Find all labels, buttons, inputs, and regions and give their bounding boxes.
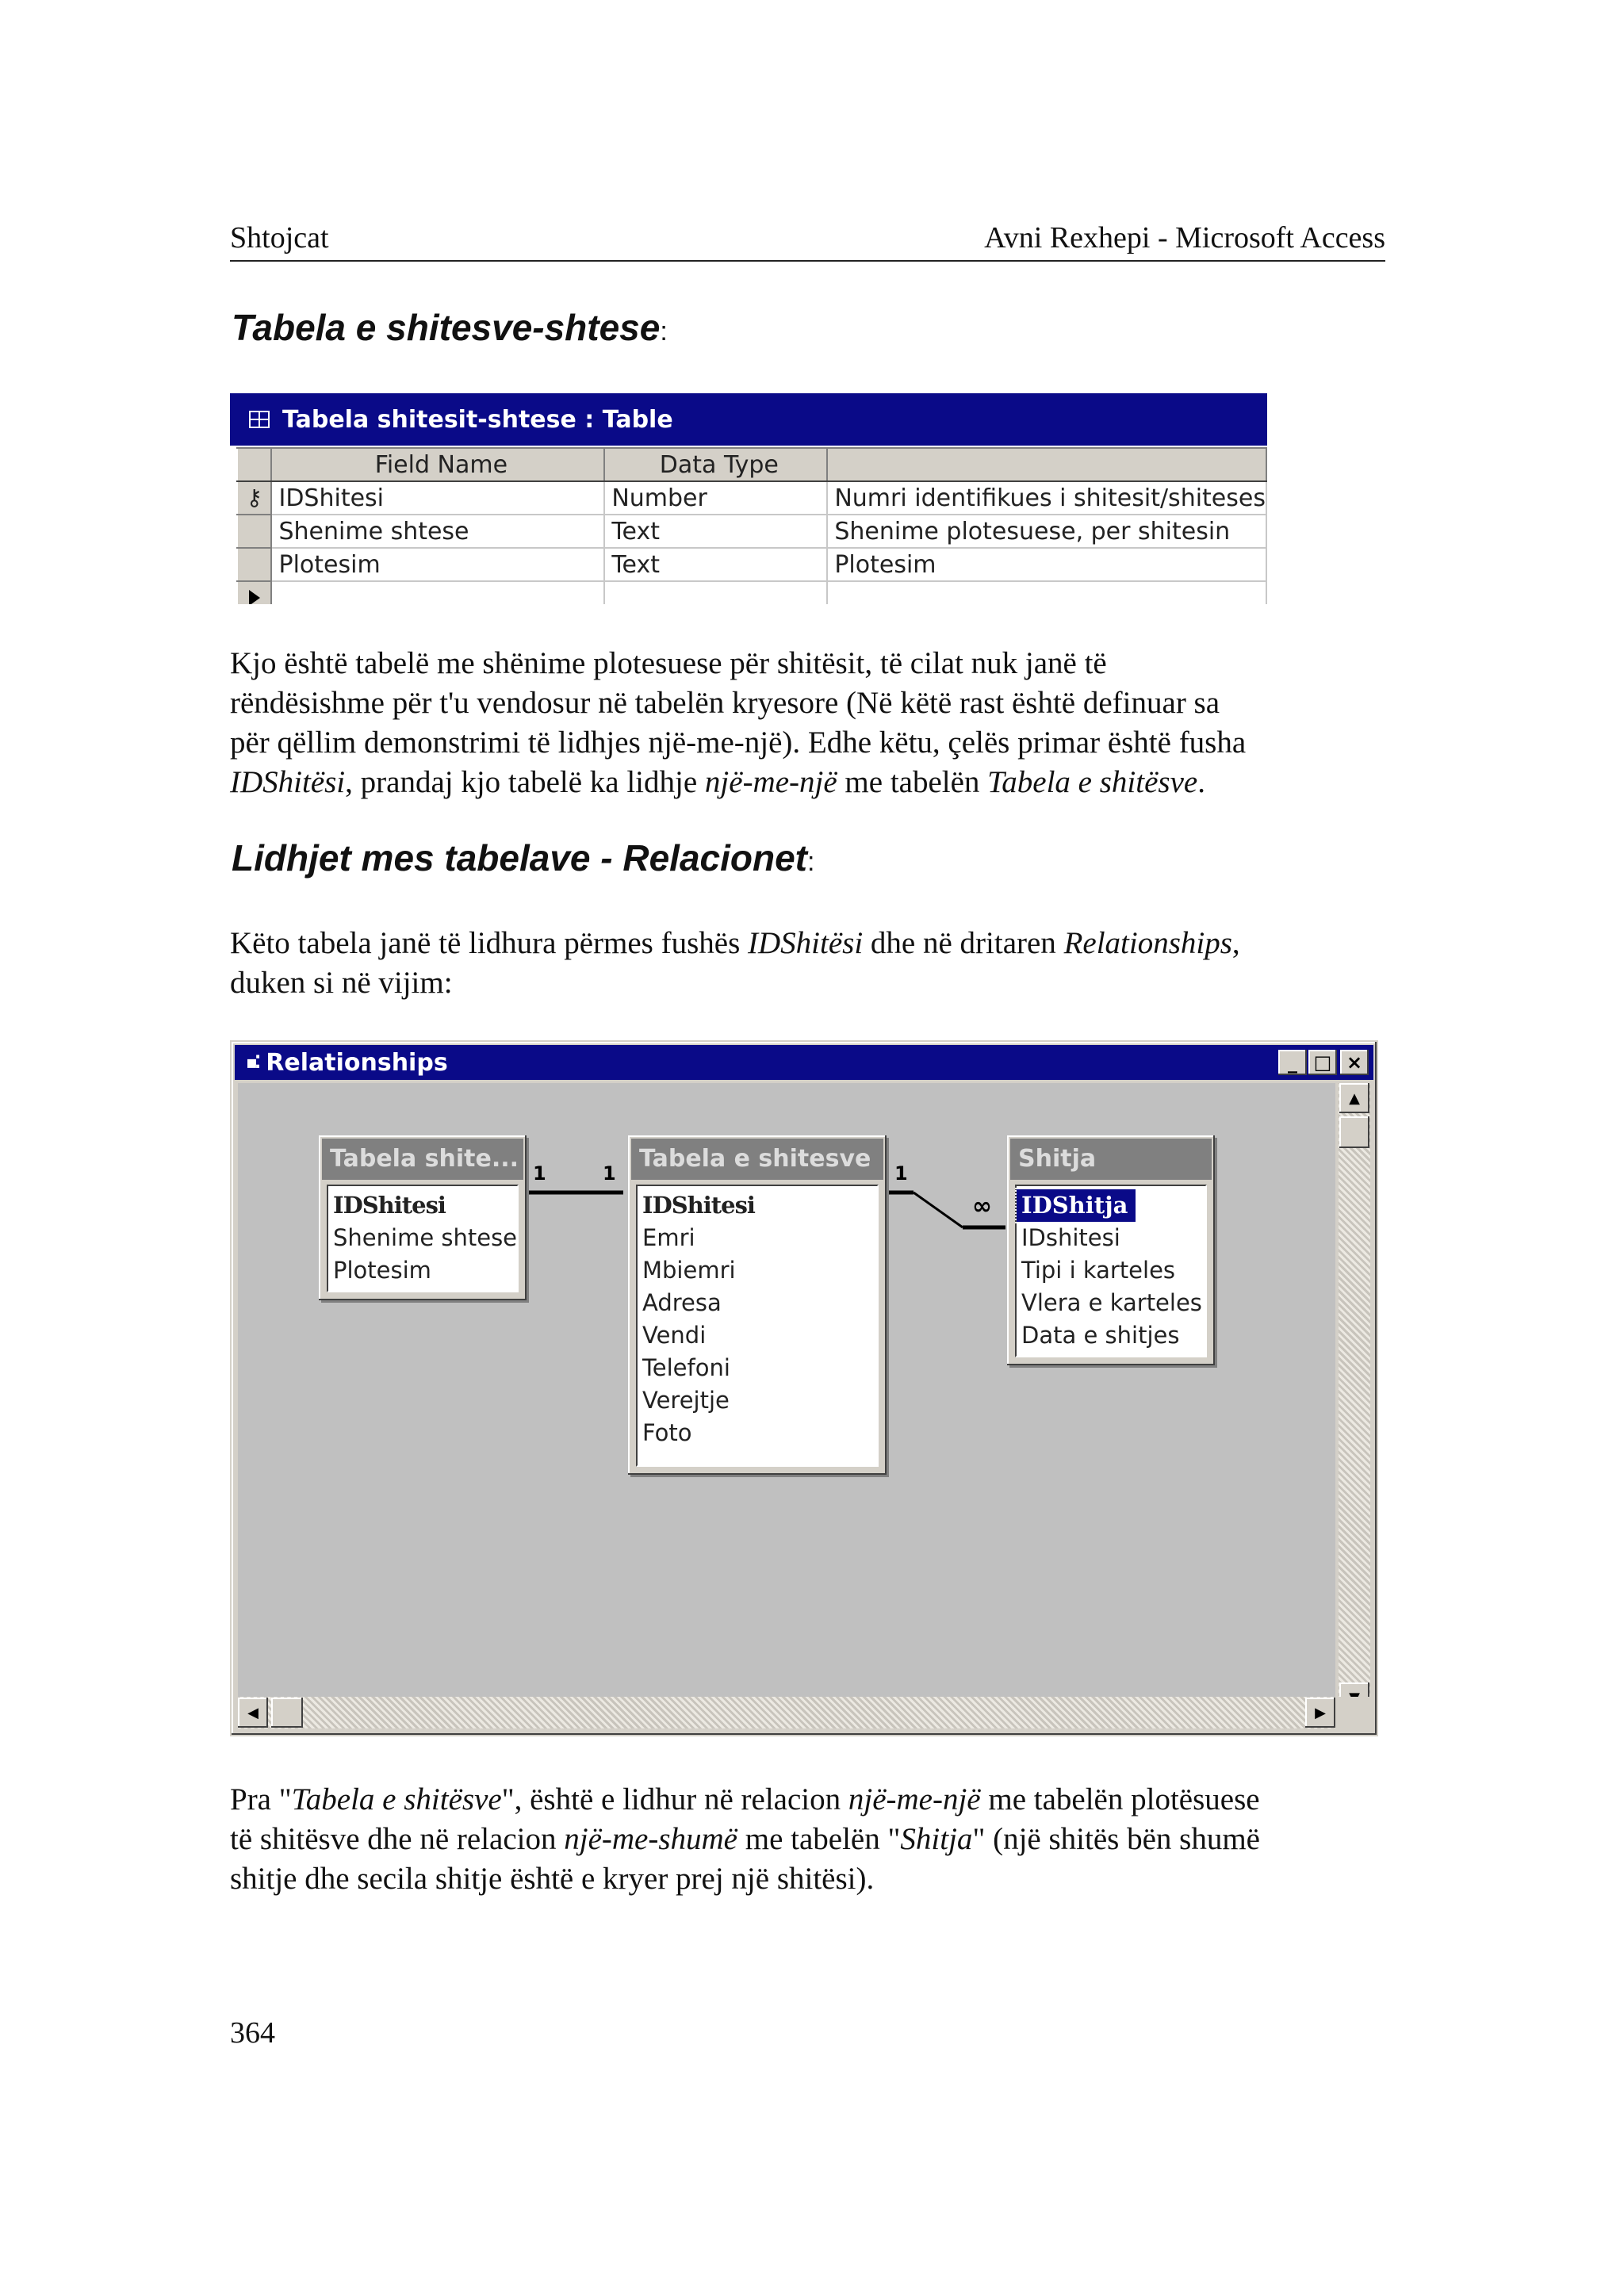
text-shitja: Shitja [900, 1822, 973, 1856]
list-item[interactable]: Shenime shtese [333, 1224, 518, 1251]
scroll-up-button[interactable]: ▲ [1339, 1083, 1369, 1113]
table-window-titlebar[interactable] [230, 393, 1267, 446]
field-list-tabela-e-shitesve[interactable] [628, 1135, 887, 1475]
horizontal-scrollbar[interactable] [238, 1697, 1335, 1728]
vertical-scroll-thumb[interactable] [1339, 1116, 1369, 1148]
field-list-title[interactable]: Tabela e shitesve [631, 1139, 883, 1180]
field-name-cell[interactable]: IDShitesi [271, 481, 604, 515]
field-list-body [636, 1185, 879, 1467]
field-list-tabela-shitesit-shtese[interactable] [319, 1135, 527, 1300]
list-item[interactable]: Adresa [642, 1289, 722, 1316]
running-header [230, 219, 1385, 262]
field-list-body [1015, 1185, 1207, 1357]
row-selector[interactable] [237, 515, 271, 548]
section-title-2 [232, 836, 814, 879]
list-item[interactable]: Vlera e karteles [1021, 1289, 1202, 1316]
relation-label: 1 [603, 1162, 616, 1185]
vertical-scrollbar[interactable] [1339, 1083, 1370, 1713]
close-button[interactable]: × [1340, 1050, 1369, 1075]
paragraph-3-line-1 [230, 1780, 1388, 1820]
field-name-cell[interactable]: Plotesim [271, 548, 604, 581]
text-run: Këto tabela janë të lidhura përmes fushës [230, 926, 749, 960]
table-design-window [230, 393, 1267, 604]
field-name-cell[interactable] [271, 581, 604, 604]
record-pointer-icon [249, 590, 260, 604]
description-cell[interactable]: Shenime plotesuese, per shitesin [827, 515, 1266, 548]
text-run: . [1197, 765, 1205, 799]
text-relationships: Relationships [1063, 926, 1232, 960]
section-title-1 [232, 306, 668, 349]
field-list-title[interactable]: Tabela shite... [322, 1139, 523, 1180]
table-row[interactable] [237, 515, 1266, 548]
row-selector[interactable] [237, 481, 271, 515]
maximize-button[interactable]: □ [1308, 1050, 1337, 1075]
minimize-button[interactable]: _ [1278, 1050, 1307, 1075]
list-item[interactable]: Vendi [642, 1322, 707, 1349]
column-header-field-name[interactable]: Field Name [271, 448, 604, 481]
data-type-cell[interactable]: Text [604, 515, 827, 548]
paragraph-2-line-2: duken si në vijim: [230, 966, 453, 1000]
paragraph-2-line-1 [230, 924, 1388, 963]
row-selector-header [237, 448, 271, 481]
new-record-row[interactable] [237, 581, 1266, 604]
table-grid-icon [249, 411, 270, 428]
relation-label: 1 [533, 1162, 546, 1185]
relationships-canvas[interactable] [238, 1083, 1335, 1713]
text-run: " (një shitës bën shumë [972, 1822, 1260, 1856]
description-cell[interactable]: Numri identifikues i shitesit/shiteses [827, 481, 1266, 515]
text-run: , prandaj kjo tabelë ka lidhje [345, 765, 705, 799]
paragraph-3-line-2 [230, 1820, 1388, 1859]
header-right: Avni Rexhepi - Microsoft Access [984, 221, 1385, 255]
list-item[interactable]: Telefoni [642, 1354, 730, 1381]
description-cell[interactable]: Plotesim [827, 548, 1266, 581]
paragraph-1-line-4 [230, 763, 1388, 802]
horizontal-scroll-thumb[interactable] [271, 1698, 303, 1728]
description-cell[interactable] [827, 581, 1266, 604]
paragraph-3 [230, 1780, 1388, 1899]
section-title-1-text: Tabela e shitesve-shtese [232, 307, 661, 348]
field-design-grid [236, 447, 1267, 604]
section-title-2-colon: : [807, 847, 815, 877]
header-left: Shtojcat [230, 221, 329, 255]
list-item[interactable]: Data e shitjes [1021, 1322, 1180, 1349]
row-selector[interactable] [237, 581, 271, 604]
list-item[interactable]: Verejtje [642, 1387, 730, 1414]
text-nje-me-nje: një-me-një [848, 1782, 981, 1816]
text-run: , [1231, 926, 1240, 960]
field-list-shitja[interactable] [1007, 1135, 1215, 1365]
text-nje-me-nje: një-me-një [704, 765, 837, 799]
table-row[interactable] [237, 481, 1266, 515]
list-item[interactable]: Mbiemri [642, 1257, 736, 1284]
relationships-titlebar[interactable] [235, 1045, 1373, 1080]
relation-line-one-to-many-diagonal[interactable] [914, 1192, 963, 1227]
section-title-2-text: Lidhjet mes tabelave - Relacionet [232, 837, 808, 879]
relationships-window [230, 1040, 1378, 1736]
text-tabela-e-shitesve: Tabela e shitësve [291, 1782, 502, 1816]
relation-label: 1 [894, 1162, 908, 1185]
scroll-left-button[interactable]: ◀ [238, 1698, 268, 1728]
text-run: dhe në dritaren [863, 926, 1064, 960]
relationships-icon: ▪⁚ [246, 1052, 259, 1073]
text-run: të shitësve dhe në relacion [230, 1822, 565, 1856]
primary-key-icon: ⚷ [246, 484, 262, 511]
table-row[interactable] [237, 548, 1266, 581]
resize-grip[interactable] [1339, 1697, 1370, 1728]
text-run: ", është e lidhur në relacion [501, 1782, 848, 1816]
data-type-cell[interactable] [604, 581, 827, 604]
paragraph-3-line-3: shitje dhe secila shitje është e kryer prej një shitësi). [230, 1862, 875, 1896]
text-run: me tabelën [837, 765, 988, 799]
grid-header-row [237, 448, 1266, 481]
text-run: Pra " [230, 1782, 292, 1816]
paragraph-1-line-3: për qëllim demonstrimi të lidhjes një-me-një). Edhe këtu, çelës primar është fusha [230, 725, 1247, 760]
list-item[interactable]: Tipi i karteles [1021, 1257, 1176, 1284]
text-tabela-e-shitesve: Tabela e shitësve [987, 765, 1198, 799]
paragraph-1-line-2: rëndësishme për t'u vendosur në tabelën kryesore (Në këtë rast është definuar sa [230, 686, 1220, 720]
column-header-description[interactable] [827, 448, 1266, 481]
row-selector[interactable] [237, 548, 271, 581]
list-item[interactable]: IDShitesi [642, 1192, 755, 1219]
data-type-cell[interactable]: Number [604, 481, 827, 515]
field-list-title[interactable]: Shitja [1010, 1139, 1212, 1180]
relation-label-many: ∞ [972, 1192, 992, 1220]
field-list-body [327, 1185, 519, 1292]
text-run: me tabelën " [737, 1822, 901, 1856]
text-idshitesi: IDShitësi [230, 765, 346, 799]
field-name-cell[interactable]: Shenime shtese [271, 515, 604, 548]
scroll-right-button[interactable]: ▶ [1305, 1698, 1335, 1728]
list-item[interactable]: Foto [642, 1419, 692, 1446]
relationships-title: Relationships [266, 1048, 448, 1077]
column-header-data-type[interactable]: Data Type [604, 448, 827, 481]
list-item[interactable]: IDshitesi [1021, 1224, 1120, 1251]
text-idshitesi: IDShitësi [748, 926, 864, 960]
table-window-title: Tabela shitesit-shtese : Table [282, 405, 673, 434]
data-type-cell[interactable]: Text [604, 548, 827, 581]
section-title-1-colon: : [660, 316, 668, 346]
list-item-selected[interactable]: IDShitja [1017, 1189, 1136, 1222]
list-item[interactable]: Plotesim [333, 1257, 431, 1284]
text-run: me tabelën plotësuese [980, 1782, 1260, 1816]
paragraph-1 [230, 644, 1388, 802]
paragraph-1-line-1: Kjo është tabelë me shënime plotesuese për shitësit, të cilat nuk janë të [230, 646, 1107, 680]
page-number: 364 [230, 2016, 275, 2050]
paragraph-2 [230, 924, 1388, 1003]
list-item[interactable]: IDShitesi [333, 1192, 446, 1219]
text-nje-me-shume: një-me-shumë [564, 1822, 737, 1856]
list-item[interactable]: Emri [642, 1224, 695, 1251]
